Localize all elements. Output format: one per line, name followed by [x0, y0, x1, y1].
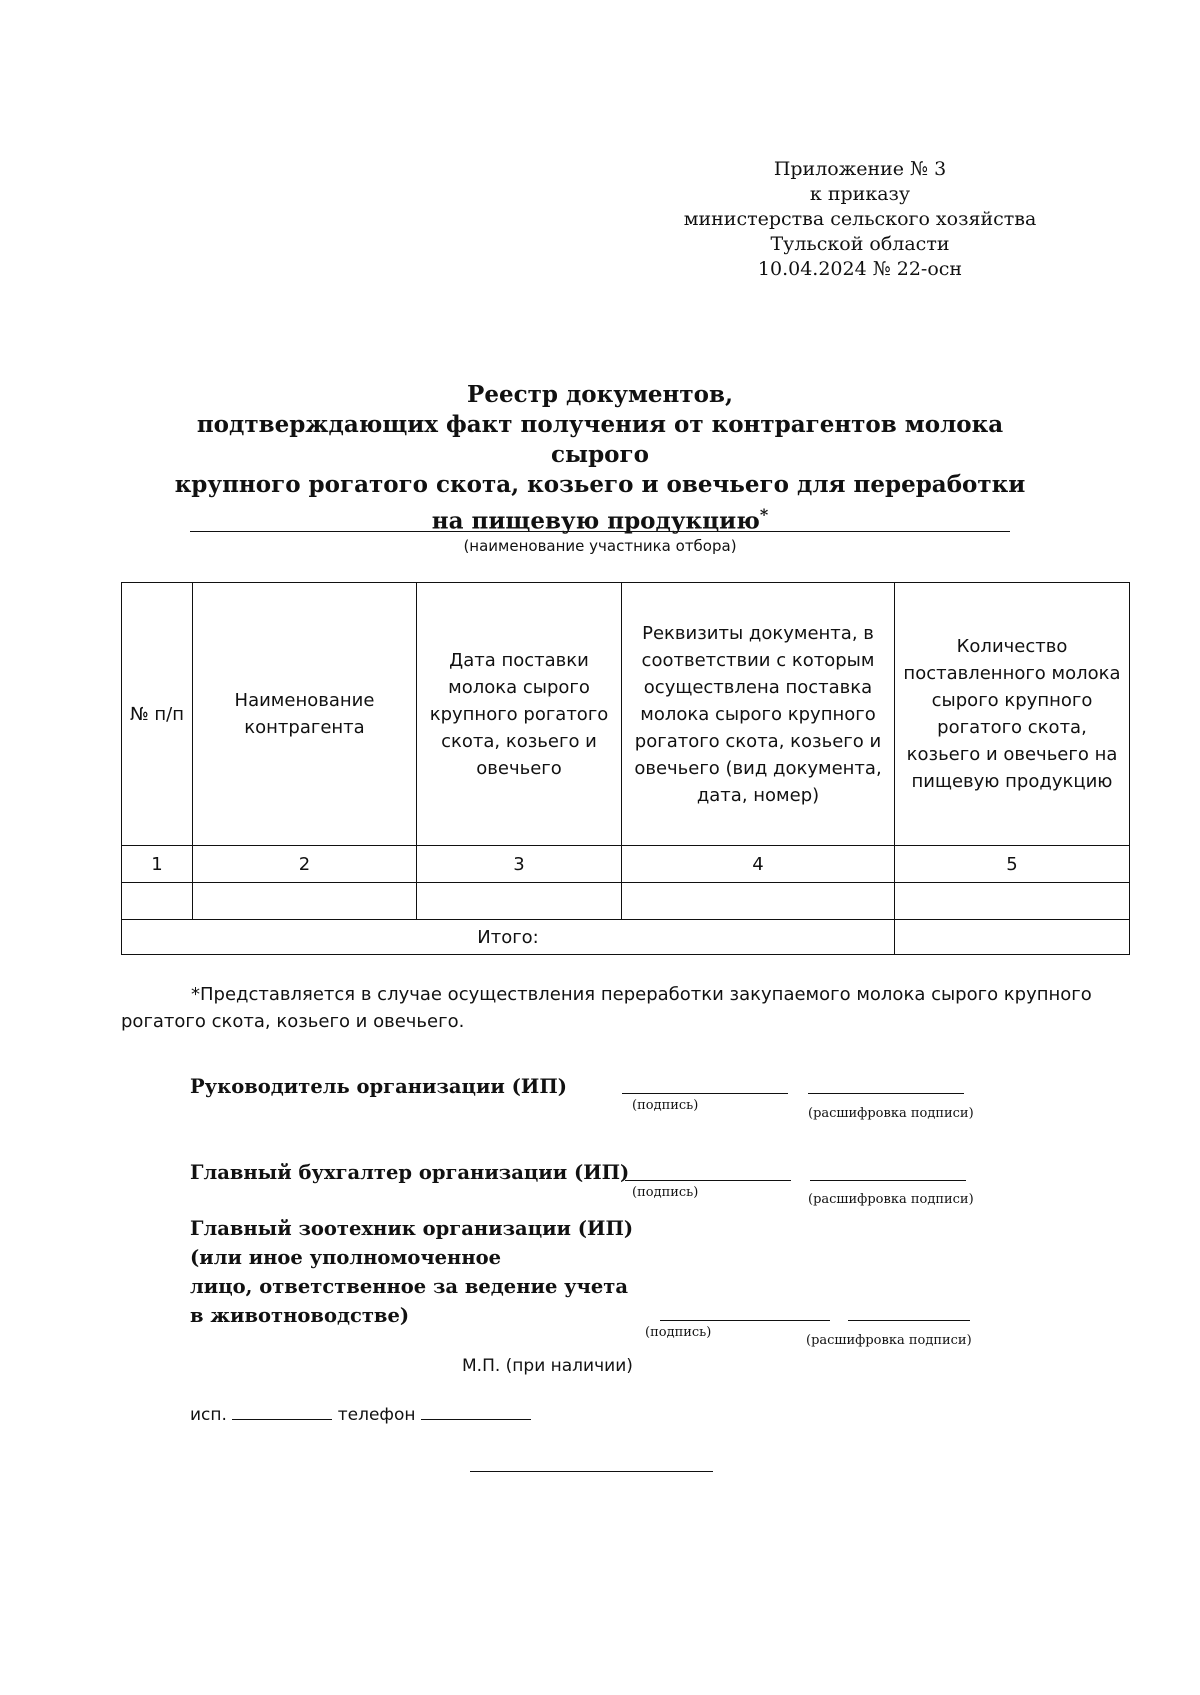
total-value-cell[interactable]: [895, 920, 1130, 955]
cell-counterparty[interactable]: [193, 883, 417, 920]
appendix-date-number: 10.04.2024 № 22-осн: [757, 258, 963, 280]
signature-accountant-sign-line[interactable]: [625, 1180, 791, 1181]
signature-accountant-sign-caption: (подпись): [632, 1185, 699, 1200]
signature-accountant-label: Главный бухгалтер организации (ИП): [190, 1161, 630, 1184]
cell-document-details[interactable]: [622, 883, 895, 920]
footnote: *Представляется в случае осуществления переработки закупаемого молока сырого крупного рогатого скота, козьего и овечьего.: [121, 984, 1092, 1032]
registry-table: [121, 582, 1130, 955]
cell-quantity[interactable]: [895, 883, 1130, 920]
phone-blank[interactable]: [421, 1419, 531, 1420]
title-line-3: крупного рогатого скота, козьего и овечьего для переработки: [174, 471, 1026, 498]
header-document-details: Реквизиты документа, в соответствии с которым осуществлена поставка молока сырого крупного рогатого скота, козьего и овечьего (вид документа, дата, номер): [622, 583, 895, 846]
signature-accountant-decode-line[interactable]: [810, 1180, 966, 1181]
column-number-4: 4: [622, 846, 895, 883]
executor-blank[interactable]: [232, 1419, 332, 1420]
table-header-row: [122, 583, 1130, 846]
signature-zootech-line-1: Главный зоотехник организации (ИП): [190, 1217, 634, 1240]
signature-zootech-line-3: лицо, ответственное за ведение учета: [190, 1275, 629, 1298]
participant-caption: (наименование участника отбора): [463, 537, 737, 555]
title-footnote-mark: *: [759, 505, 769, 524]
phone-label: телефон: [337, 1405, 416, 1425]
appendix-header: [680, 157, 1040, 282]
signature-head-sign-caption: (подпись): [632, 1098, 699, 1113]
stamp-place: М.П. (при наличии): [462, 1356, 633, 1376]
signature-zootech-decode-line[interactable]: [848, 1320, 970, 1321]
executor-label: исп.: [190, 1405, 227, 1425]
header-number: № п/п: [122, 583, 193, 846]
appendix-number: Приложение № 3: [773, 158, 947, 180]
document-title: [150, 380, 1050, 537]
signature-zootech-sign-caption: (подпись): [645, 1325, 712, 1340]
appendix-order: к приказу: [809, 183, 911, 205]
title-line-1: Реестр документов,: [467, 381, 733, 408]
signature-zootech-line-4: в животноводстве): [190, 1304, 410, 1327]
column-number-2: 2: [193, 846, 417, 883]
signature-head-label: Руководитель организации (ИП): [190, 1075, 567, 1098]
header-counterparty: Наименование контрагента: [193, 583, 417, 846]
column-number-5: 5: [895, 846, 1130, 883]
contact-line: [190, 1405, 531, 1425]
signature-zootech-label: [190, 1214, 633, 1330]
signature-zootech-decode-caption: (расшифровка подписи): [806, 1333, 972, 1348]
closing-divider: [470, 1471, 713, 1472]
title-line-2: подтверждающих факт получения от контрагентов молока сырого: [196, 411, 1004, 468]
signature-zootech-sign-line[interactable]: [660, 1320, 830, 1321]
participant-name-line[interactable]: [190, 531, 1010, 532]
signature-head-decode-caption: (расшифровка подписи): [808, 1106, 974, 1121]
appendix-ministry: министерства сельского хозяйства: [683, 208, 1037, 230]
cell-delivery-date[interactable]: [417, 883, 622, 920]
signature-zootech-line-2: (или иное уполномоченное: [190, 1246, 502, 1269]
header-quantity: Количество поставленного молока сырого крупного рогатого скота, козьего и овечьего на пищевую продукцию: [895, 583, 1130, 846]
table-column-numbers: [122, 846, 1130, 883]
signature-accountant-decode-caption: (расшифровка подписи): [808, 1192, 974, 1207]
appendix-region: Тульской области: [770, 233, 950, 255]
table-row: [122, 883, 1130, 920]
column-number-3: 3: [417, 846, 622, 883]
title-line-4-text: на пищевую продукцию: [431, 507, 760, 535]
signature-head-decode-line[interactable]: [808, 1093, 964, 1094]
signature-head-sign-line[interactable]: [622, 1093, 788, 1094]
column-number-1: 1: [122, 846, 193, 883]
header-delivery-date: Дата поставки молока сырого крупного рогатого скота, козьего и овечьего: [417, 583, 622, 846]
total-label: Итого:: [122, 920, 895, 955]
cell-number[interactable]: [122, 883, 193, 920]
table-total-row: [122, 920, 1130, 955]
